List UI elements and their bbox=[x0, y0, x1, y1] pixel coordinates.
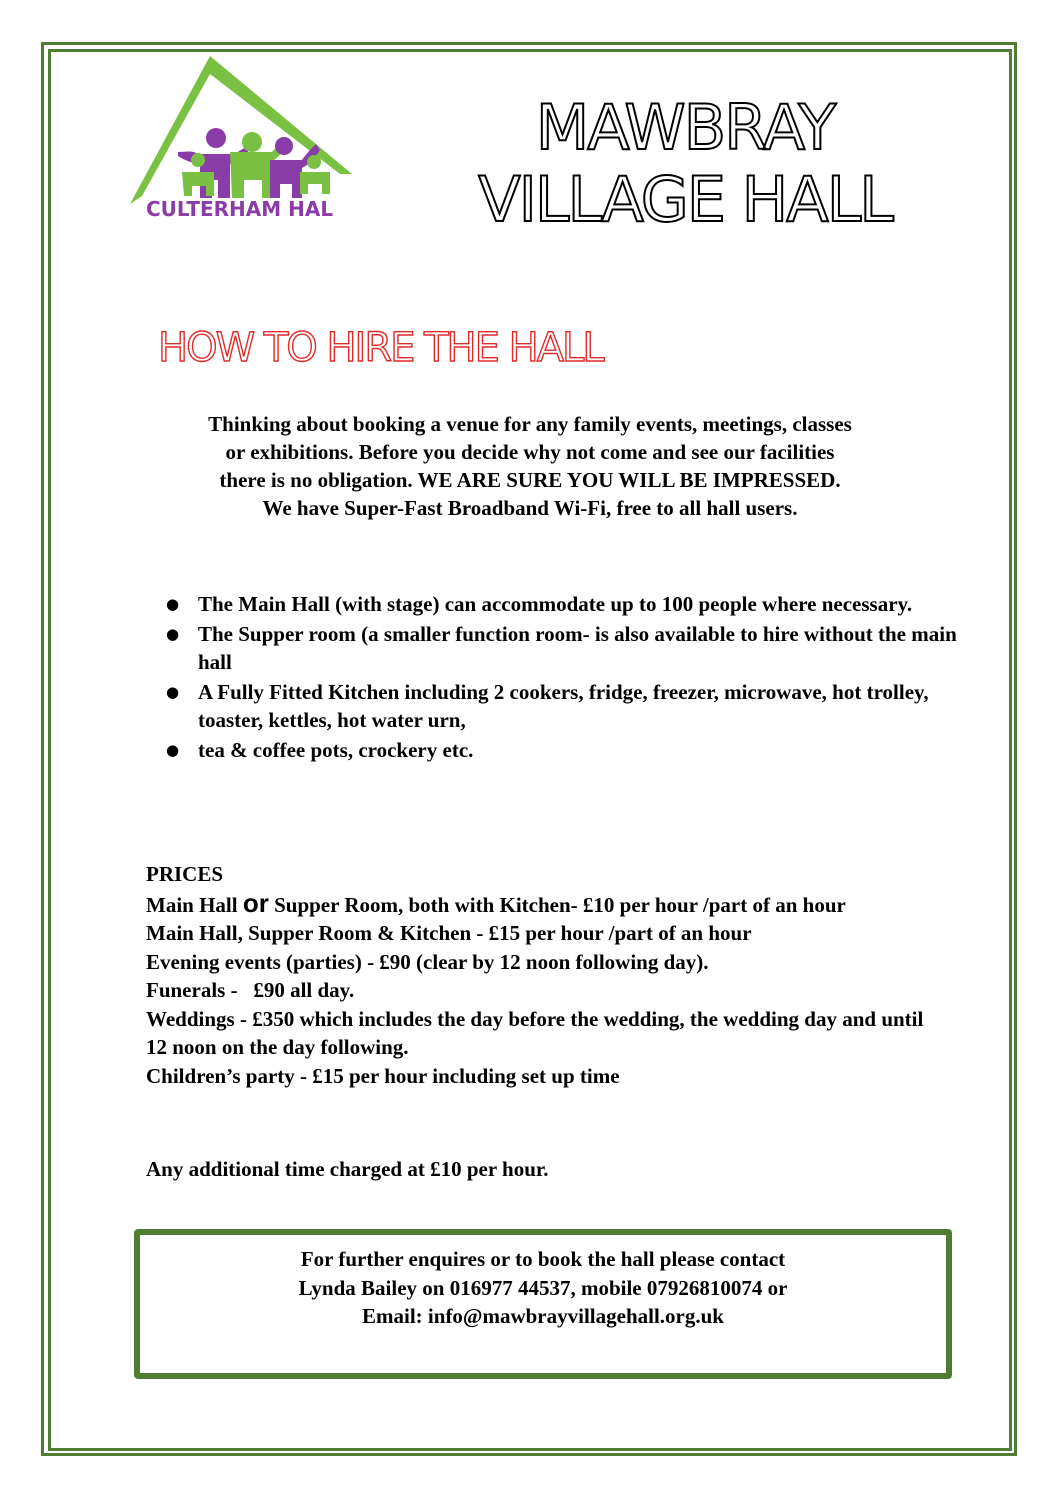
intro-line: Thinking about booking a venue for any family events, meetings, classes bbox=[208, 412, 852, 436]
list-item bbox=[166, 678, 966, 734]
price-text: Supper Room, both with Kitchen- £10 per hour /part of an hour bbox=[268, 892, 846, 917]
list-item bbox=[166, 736, 966, 764]
price-text: Main Hall bbox=[146, 892, 243, 917]
contact-email[interactable]: Email: info@mawbrayvillagehall.org.uk bbox=[362, 1304, 724, 1328]
prices-section bbox=[146, 860, 946, 1090]
additional-time-note: Any additional time charged at £10 per hour. bbox=[146, 1157, 549, 1181]
intro-line: We have Super-Fast Broadband Wi-Fi, free to all hall users. bbox=[262, 496, 798, 520]
list-item-text: tea & coffee pots, crockery etc. bbox=[198, 738, 474, 762]
title-line-2: VILLAGE HALL bbox=[478, 163, 892, 236]
logo-graphic bbox=[126, 56, 352, 222]
culterham-hall-logo bbox=[126, 56, 352, 222]
intro-line: or exhibitions. Before you decide why not come and see our facilities bbox=[225, 440, 835, 464]
price-line: Evening events (parties) - £90 (clear by 12 noon following day). bbox=[146, 949, 709, 974]
bullet-icon: ● bbox=[166, 683, 180, 701]
bullet-icon: ● bbox=[166, 595, 180, 613]
price-line: Children’s party - £15 per hour including set up time bbox=[146, 1063, 620, 1088]
logo-text: CULTERHAM HAL bbox=[146, 197, 334, 221]
list-item-text: The Supper room (a smaller function room- is also available to hire without the main hall bbox=[198, 622, 957, 674]
title-line-1: MAWBRAY bbox=[535, 91, 835, 164]
bullet-icon: ● bbox=[166, 741, 180, 759]
price-line: Funerals - £90 all day. bbox=[146, 978, 355, 1002]
price-line: Weddings - £350 which includes the day before the wedding, the wedding day and until 12 noon on the day following. bbox=[146, 1006, 924, 1059]
list-item-text: The Main Hall (with stage) can accommodate up to 100 people where necessary. bbox=[198, 592, 913, 616]
contact-details bbox=[140, 1245, 946, 1331]
page-heading: HOW TO HIRE THE HALL bbox=[158, 325, 603, 371]
facilities-list bbox=[166, 590, 966, 766]
prices-heading: PRICES bbox=[146, 862, 224, 886]
contact-line: For further enquires or to book the hall please contact bbox=[300, 1247, 786, 1271]
hall-title bbox=[440, 92, 930, 236]
list-item bbox=[166, 590, 966, 618]
list-item bbox=[166, 620, 966, 676]
intro-paragraph bbox=[140, 410, 920, 522]
price-or: or bbox=[242, 887, 269, 918]
price-line bbox=[146, 889, 946, 920]
bullet-icon: ● bbox=[166, 625, 180, 643]
price-line: Main Hall, Supper Room & Kitchen - £15 per hour /part of an hour bbox=[146, 921, 752, 945]
intro-line: there is no obligation. WE ARE SURE YOU WILL BE IMPRESSED. bbox=[219, 468, 841, 492]
contact-line: Lynda Bailey on 016977 44537, mobile 07926810074 or bbox=[298, 1275, 788, 1300]
list-item-text: A Fully Fitted Kitchen including 2 cookers, fridge, freezer, microwave, hot trolley, toaster, kettles, hot water urn, bbox=[198, 680, 929, 732]
